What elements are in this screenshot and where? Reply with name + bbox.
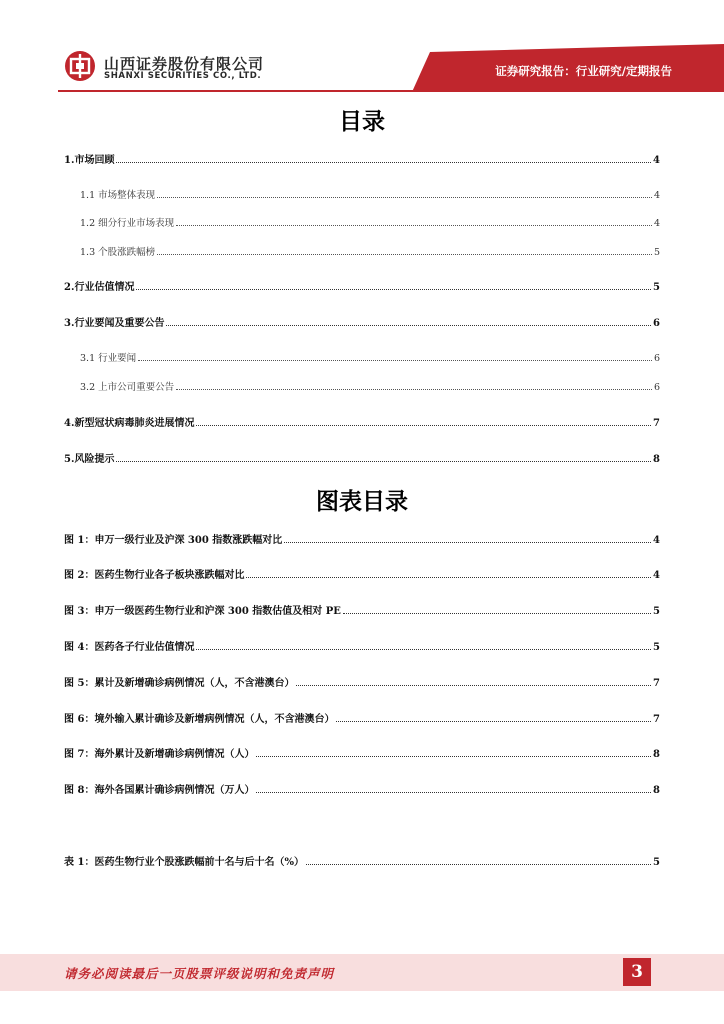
company-name-cn: 山西证券股份有限公司 (104, 55, 265, 73)
toc-entry[interactable]: 3.行业要闻及重要公告 6 (64, 318, 660, 329)
toc-title: 目录 (339, 109, 385, 135)
company-logo-icon (64, 50, 96, 82)
toc-entry[interactable]: 2.行业估值情况 5 (64, 282, 660, 293)
figure-entry[interactable]: 图 8：海外各国累计确诊病例情况（万人） 8 (64, 785, 660, 796)
figure-entry[interactable]: 图 7：海外累计及新增确诊病例情况（人） 8 (64, 749, 660, 760)
toc-entry[interactable]: 1.2 细分行业市场表现 4 (80, 218, 660, 229)
disclaimer-notice: 请务必阅读最后一页股票评级说明和免责声明 (64, 966, 335, 981)
table-entry[interactable]: 表 1：医药生物行业个股涨跌幅前十名与后十名（%） 5 (64, 857, 660, 868)
page-footer (0, 954, 724, 991)
toc-entry[interactable]: 5.风险提示 8 (64, 454, 660, 465)
figure-entry[interactable]: 图 6：境外输入累计确诊及新增病例情况（人，不含港澳台） 7 (64, 714, 660, 725)
figure-entry[interactable]: 图 5：累计及新增确诊病例情况（人，不含港澳台） 7 (64, 678, 660, 689)
toc-entry[interactable]: 3.1 行业要闻 6 (80, 353, 660, 364)
toc-entry[interactable]: 4.新型冠状病毒肺炎进展情况 7 (64, 418, 660, 429)
page-header (0, 0, 724, 96)
header-rule (58, 90, 724, 92)
report-type-label: 证券研究报告：行业研究/定期报告 (495, 64, 672, 78)
figure-entry[interactable]: 图 2：医药生物行业各子板块涨跌幅对比 4 (64, 570, 660, 581)
figure-entry[interactable]: 图 1：申万一级行业及沪深 300 指数涨跌幅对比 4 (64, 535, 660, 546)
header-banner (0, 0, 724, 96)
toc-entry[interactable]: 1.市场回顾 4 (64, 155, 660, 166)
company-name-en: SHANXI SECURITIES CO., LTD. (104, 71, 262, 81)
page-number: 3 (623, 958, 651, 986)
toc-entry[interactable]: 3.2 上市公司重要公告 6 (80, 382, 660, 393)
toc-entry[interactable]: 1.1 市场整体表现 4 (80, 190, 660, 201)
figure-entry[interactable]: 图 4：医药各子行业估值情况 5 (64, 642, 660, 653)
figures-title: 图表目录 (316, 489, 408, 515)
figure-entry[interactable]: 图 3：申万一级医药生物行业和沪深 300 指数估值及相对 PE 5 (64, 606, 660, 617)
toc-entry[interactable]: 1.3 个股涨跌幅榜 5 (80, 247, 660, 258)
